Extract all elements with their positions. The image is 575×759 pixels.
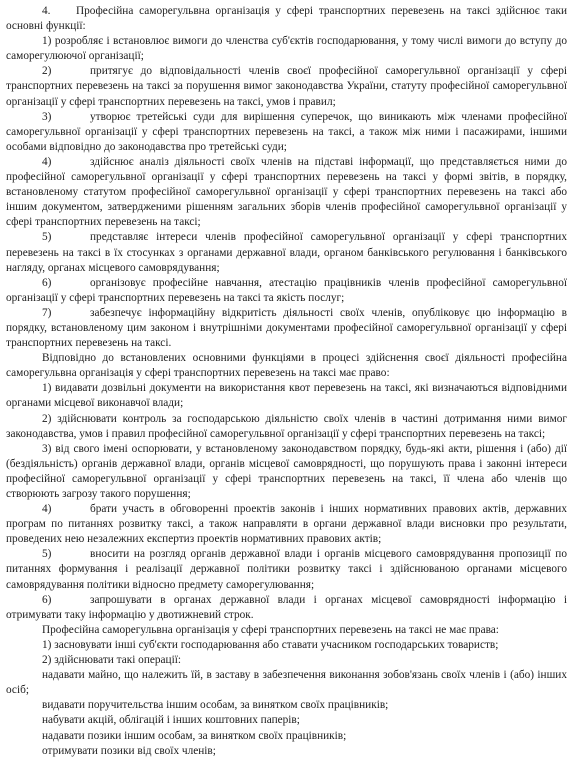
function-item-3 xyxy=(6,110,567,155)
right-item-1 xyxy=(6,381,567,411)
operation-item xyxy=(6,713,567,728)
paragraph-text: 2) здійснювати контроль за господарською діяльністю своїх членів в частині дотримання ними вимог законодавства, умов і правил професійної саморегульвної організації у сфері транспортних перевезень на таксі; xyxy=(6,412,567,440)
paragraph-text: отримувати позики від своїх членів; xyxy=(42,744,216,757)
paragraph-text: вносити на розгляд органів державної влади і органів місцевого самоврядування пропозиції по питаннях формування і реалізації державної політики розвитку таксі і здійснюваною органами місцевого самоврядування політики відносно предмету саморегулювання; xyxy=(6,548,567,591)
paragraph-text: 3) від свого імені оспорювати, у встановленому законодавством порядку, будь-які акти, рішення і (або) дії (бездіяльність) органів державної влади, органів місцевої самоврядності, що порушують права і законні інтереси професійної саморегульвної організації у сфері транспортних перевезень на таксі, її члена або членів що створюють загрозу такого порушення; xyxy=(6,442,567,500)
item-number: 5) xyxy=(42,548,52,561)
operation-item xyxy=(6,668,567,698)
item-number: 4) xyxy=(42,155,52,168)
paragraph-text: Професійна саморегульвна організація у сфері транспортних перевезень на таксі не має права: xyxy=(42,623,499,636)
section-number: 4. xyxy=(42,5,51,17)
right-item-3 xyxy=(6,442,567,502)
item-number: 5) xyxy=(42,231,52,244)
paragraph-text: 2) здійснювати такі операції: xyxy=(42,654,182,667)
prohibition-item-1 xyxy=(6,638,567,653)
operation-item xyxy=(6,698,567,713)
function-item-1 xyxy=(6,34,567,64)
paragraph-text: притягує до відповідальності членів своєї професійної саморегульвної організації у сфері транспортних перевезень на таксі за порушення вимог законодавства України, статуту професійної саморегульвної організації у сфері транспортних перевезень на таксі, умов і правил; xyxy=(6,65,567,108)
operation-item xyxy=(6,744,567,759)
operation-item xyxy=(6,729,567,744)
right-item-5 xyxy=(6,547,567,592)
item-number: 3) xyxy=(42,110,52,123)
paragraph-text: набувати акцій, облігацій і інших коштовних паперів; xyxy=(42,714,300,727)
item-number: 4) xyxy=(42,503,52,516)
function-item-5 xyxy=(6,230,567,275)
paragraph-text: утворює третейські суди для вирішення суперечок, що виникають між членами професійної саморегульвної організації у сфері транспортних перевезень на таксі, а також між ними і пасажирами, іншими особами відповідно до законодавства про третейські суди; xyxy=(6,110,567,153)
paragraph-text: видавати поручительства іншим особам, за винятком своїх працівників; xyxy=(42,699,389,712)
paragraph-text: надавати позики іншим особам, за винятком своїх працівників; xyxy=(42,729,347,742)
paragraph-prohibitions-intro xyxy=(6,623,567,638)
right-item-6 xyxy=(6,593,567,623)
paragraph-rights-intro xyxy=(6,351,567,381)
paragraph-text: 1) видавати дозвільні документи на використання квот перевезень на таксі, які визначаються відповідними органами місцевої виконавчої влади; xyxy=(6,382,567,410)
paragraph-text: 1) засновувати інші суб'єкти господарювання або ставати учасником господарських товариств; xyxy=(42,638,499,651)
function-item-2 xyxy=(6,64,567,109)
item-number: 6) xyxy=(42,593,52,606)
paragraph-text: запрошувати в органах державної влади і органах місцевої самоврядності інформацію і отримувати таку інформацію у двотижневий строк. xyxy=(6,593,567,621)
paragraph-functions-intro xyxy=(6,4,567,34)
item-number: 7) xyxy=(42,306,52,319)
paragraph-text: брати участь в обговоренні проектів законів і інших нормативних правових актів, державних програм по питаннях розвитку таксі, а також направляти в органи державної влади висновки про результати, проведених нею незалежних експертиз проектів нормативних правових актів; xyxy=(6,503,567,546)
paragraph-text: Професійна саморегульвна організація у сфері транспортних перевезень на таксі здійснює таки основні функції: xyxy=(6,5,567,33)
paragraph-text: представляє інтереси членів професійної саморегульвної організації у сфері транспортних перевезень на таксі в їх стосунках з органами державної влади, органом банківського регулювання і банківського нагляду, органах місцевого самоврядування; xyxy=(6,231,567,274)
function-item-7 xyxy=(6,306,567,351)
paragraph-text: організовує професійне навчання, атестацію працівників членів професійної саморегульвної організації у сфері транспортних перевезень на таксі та якість послуг; xyxy=(6,276,567,304)
function-item-4 xyxy=(6,155,567,230)
right-item-4 xyxy=(6,502,567,547)
function-item-6 xyxy=(6,276,567,306)
paragraph-text: 1) розробляє і встановлює вимоги до членства суб'єктів господарювання, у тому числі вимоги до вступу до саморегулюючої організації; xyxy=(6,35,567,63)
item-number: 2) xyxy=(42,65,52,78)
right-item-2 xyxy=(6,412,567,442)
item-number: 6) xyxy=(42,276,52,289)
paragraph-text: Відповідно до встановлених основними функціями в процесі здійснення своєї діяльності професійна саморегульвна організація у сфері транспортних перевезень на таксі має право: xyxy=(6,352,567,380)
paragraph-text: здійснює аналіз діяльності своїх членів на підставі інформації, що представляється ними до професійної саморегульвної організації у сфері транспортних перевезень на таксі у формі звітів, в порядку, встановленому статутом професійної саморегульвної організації у сфері транспортних перевезень на таксі або іншим документом, затвердженими рішенням загальних зборів членів професійної саморегульвної організації у сфері транспортних перевезень на таксі; xyxy=(6,155,567,229)
prohibition-item-2 xyxy=(6,653,567,668)
paragraph-text: забезпечує інформаційну відкритість діяльності своїх членів, опубліковує цю інформацію в порядку, встановленому цим законом і внутрішніми документами професійної саморегульвної організації у сфері транспортних перевезень на таксі. xyxy=(6,306,567,350)
paragraph-text: надавати майно, що належить їй, в заставу в забезпечення виконання зобов'язань своїх членів і (або) інших осіб; xyxy=(6,669,567,697)
